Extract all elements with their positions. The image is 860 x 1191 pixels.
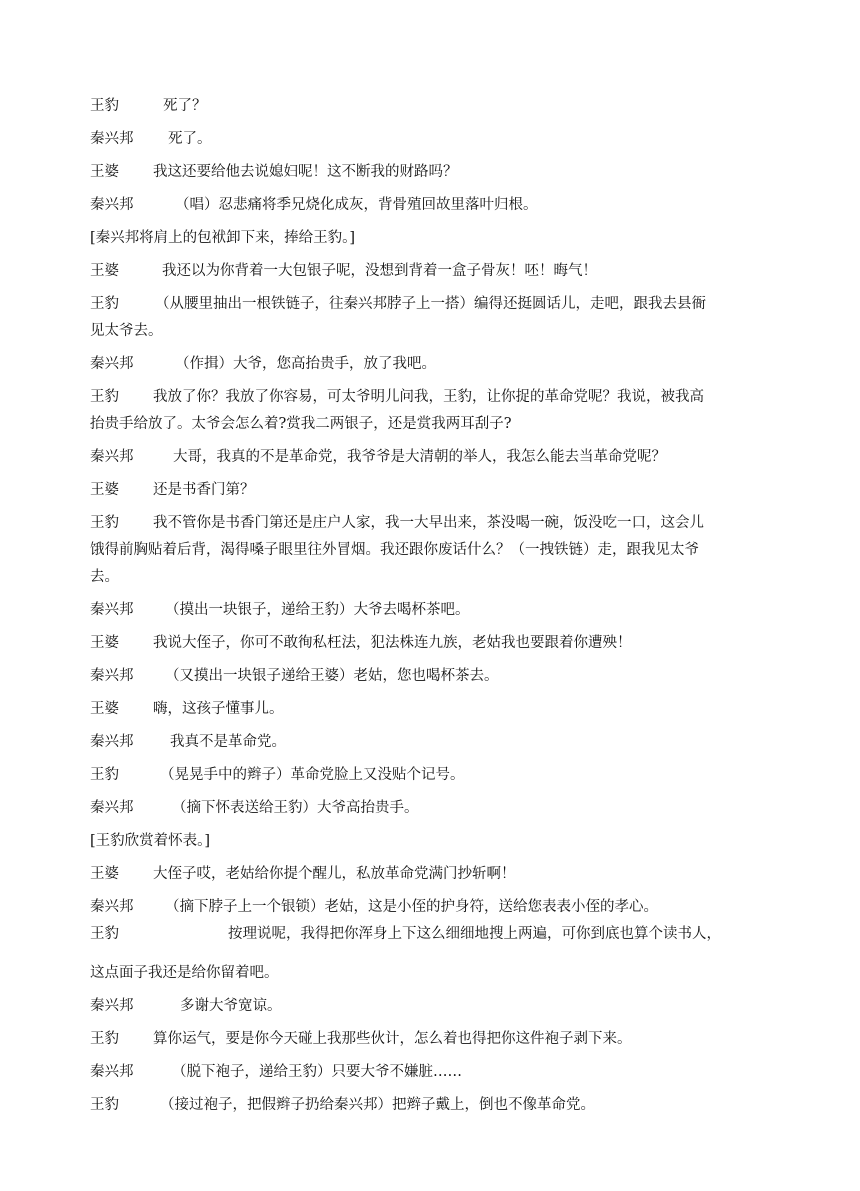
stage-direction bbox=[90, 832, 770, 850]
dialogue-line bbox=[90, 130, 770, 148]
dialogue-text: （作揖）大爷，您高抬贵手，放了我吧。 bbox=[175, 356, 436, 372]
dialogue-line bbox=[90, 448, 770, 466]
speaker-name: 王豹 bbox=[90, 1097, 119, 1113]
dialogue-text: 我说大侄子，你可不敢徇私枉法，犯法株连九族，老姑我也要跟着你遭殃！ bbox=[153, 635, 632, 651]
speaker-name: 王豹 bbox=[90, 926, 119, 942]
speaker-name: 秦兴邦 bbox=[90, 734, 134, 750]
dialogue-line bbox=[90, 667, 770, 685]
dialogue-line bbox=[90, 997, 770, 1015]
speaker-name: 秦兴邦 bbox=[90, 998, 134, 1014]
speaker-name: 秦兴邦 bbox=[90, 131, 134, 147]
dialogue-line bbox=[90, 766, 770, 784]
speaker-name: 秦兴邦 bbox=[90, 197, 134, 213]
speaker-name: 秦兴邦 bbox=[90, 668, 134, 684]
dialogue-line bbox=[90, 733, 770, 751]
speaker-name: 王豹 bbox=[90, 515, 119, 531]
dialogue-text: 死了。 bbox=[168, 131, 212, 147]
speaker-name: 秦兴邦 bbox=[90, 899, 134, 915]
speaker-name: 王婆 bbox=[90, 482, 119, 498]
dialogue-line bbox=[90, 163, 770, 181]
dialogue-line bbox=[90, 196, 770, 214]
dialogue-line bbox=[90, 865, 770, 883]
dialogue-text: 算你运气，要是你今天碰上我那些伙计，怎么着也得把你这件袍子剥下来。 bbox=[153, 1031, 632, 1047]
dialogue-continuation: 抬贵手给放了。太爷会怎么着?赏我二两银子，还是赏我两耳刮子? bbox=[90, 416, 512, 432]
dialogue-text: 我不管你是书香门第还是庄户人家，我一大早出来，茶没喝一碗，饭没吃一口，这会儿 bbox=[153, 515, 704, 531]
dialogue-line bbox=[90, 481, 770, 499]
dialogue-continuation: 见太爷去。 bbox=[90, 323, 163, 339]
dialogue-line bbox=[90, 925, 770, 943]
dialogue-line bbox=[90, 898, 770, 916]
dialogue-text: 大哥，我真的不是革命党，我爷爷是大清朝的举人，我怎么能去当革命党呢？ bbox=[173, 449, 666, 465]
dialogue-line bbox=[90, 514, 770, 532]
stage-direction-text: [王豹欣赏着怀表。] bbox=[90, 833, 211, 849]
stage-direction-text: [秦兴邦将肩上的包袱卸下来，捧给王豹。] bbox=[90, 230, 356, 246]
dialogue-text: （唱）忍悲痛将季兄烧化成灰，背骨殖回故里落叶归根。 bbox=[175, 197, 538, 213]
dialogue-line bbox=[90, 355, 770, 373]
dialogue-line bbox=[90, 1063, 770, 1081]
speaker-name: 王婆 bbox=[90, 164, 119, 180]
dialogue-line bbox=[90, 1030, 770, 1048]
dialogue-text: （脱下袍子，递给王豹）只要大爷不嫌脏…… bbox=[172, 1064, 462, 1080]
dialogue-continuation: 饿得前胸贴着后背，渴得嗓子眼里往外冒烟。我还跟你废话什么？（一拽铁链）走，跟我见太爷 bbox=[90, 542, 699, 558]
speaker-name: 王豹 bbox=[90, 98, 119, 114]
dialogue-line bbox=[90, 97, 770, 115]
dialogue-text: （摘下怀表送给王豹）大爷高抬贵手。 bbox=[172, 800, 419, 816]
dialogue-text: 多谢大爷宽谅。 bbox=[180, 998, 282, 1014]
speaker-name: 王豹 bbox=[90, 1031, 119, 1047]
speaker-name: 王豹 bbox=[90, 389, 119, 405]
dialogue-continuation: 去。 bbox=[90, 569, 119, 585]
dialogue-text: （又摸出一块银子递给王婆）老姑，您也喝杯茶去。 bbox=[165, 668, 499, 684]
dialogue-line bbox=[90, 295, 770, 313]
stage-direction bbox=[90, 229, 770, 247]
speaker-name: 王豹 bbox=[90, 767, 119, 783]
speaker-name: 秦兴邦 bbox=[90, 1064, 134, 1080]
dialogue-text: 我放了你？我放了你容易，可太爷明儿问我，王豹，让你捉的革命党呢？我说，被我高 bbox=[153, 389, 704, 405]
dialogue-line bbox=[90, 262, 770, 280]
dialogue-text: （接过袍子，把假辫子扔给秦兴邦）把辫子戴上，倒也不像革命党。 bbox=[160, 1097, 595, 1113]
speaker-name: 秦兴邦 bbox=[90, 602, 134, 618]
dialogue-line bbox=[90, 799, 770, 817]
dialogue-line bbox=[90, 700, 770, 718]
speaker-name: 秦兴邦 bbox=[90, 356, 134, 372]
speaker-name: 王婆 bbox=[90, 701, 119, 717]
dialogue-text: （晃晃手中的辫子）革命党脸上又没贴个记号。 bbox=[160, 767, 465, 783]
dialogue-text: 嗨，这孩子懂事儿。 bbox=[153, 701, 284, 717]
dialogue-line bbox=[90, 1096, 770, 1114]
dialogue-text: （从腰里抽出一根铁链子，往秦兴邦脖子上一搭）编得还挺圆话儿，走吧，跟我去县衙 bbox=[155, 296, 706, 312]
speaker-name: 秦兴邦 bbox=[90, 800, 134, 816]
dialogue-line bbox=[90, 388, 770, 406]
speaker-name: 秦兴邦 bbox=[90, 449, 134, 465]
dialogue-line bbox=[90, 601, 770, 619]
dialogue-text: 我还以为你背着一大包银子呢，没想到背着一盒子骨灰！呸！晦气！ bbox=[162, 263, 597, 279]
dialogue-text: 死了？ bbox=[163, 98, 207, 114]
speaker-name: 王婆 bbox=[90, 635, 119, 651]
dialogue-text: 大侄子哎，老姑给你提个醒儿，私放革命党满门抄斩啊！ bbox=[153, 866, 516, 882]
dialogue-text: 我这还要给他去说媳妇呢！这不断我的财路吗？ bbox=[153, 164, 458, 180]
speaker-name: 王豹 bbox=[90, 296, 119, 312]
dialogue-continuation: 这点面子我还是给你留着吧。 bbox=[90, 965, 279, 981]
dialogue-text: （摸出一块银子，递给王豹）大爷去喝杯茶吧。 bbox=[165, 602, 470, 618]
dialogue-text: 还是书香门第？ bbox=[153, 482, 255, 498]
dialogue-line bbox=[90, 634, 770, 652]
dialogue-text: 我真不是革命党。 bbox=[170, 734, 286, 750]
dialogue-text: （摘下脖子上一个银锁）老姑，这是小侄的护身符，送给您表表小侄的孝心。 bbox=[165, 899, 658, 915]
speaker-name: 王婆 bbox=[90, 263, 119, 279]
dialogue-text: 按理说呢，我得把你浑身上下这么细细地搜上两遍，可你到底也算个读书人， bbox=[228, 926, 721, 942]
speaker-name: 王婆 bbox=[90, 866, 119, 882]
